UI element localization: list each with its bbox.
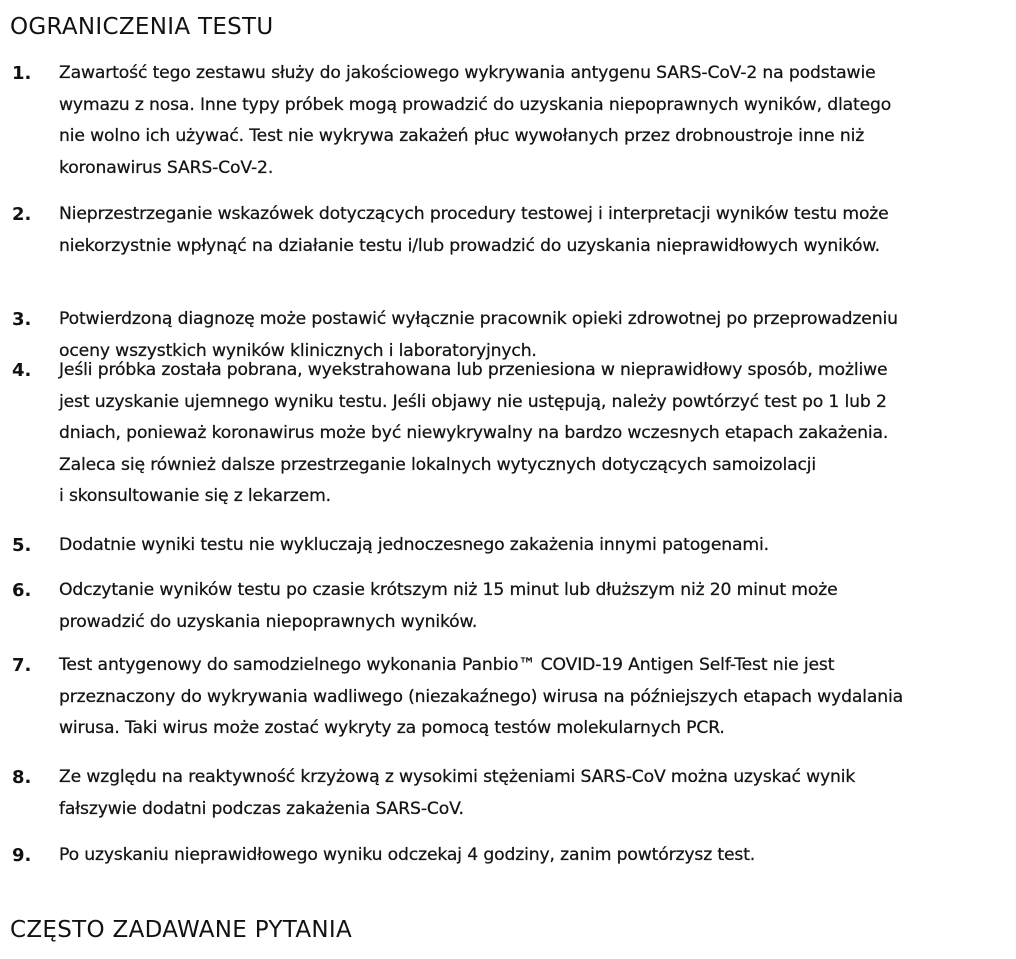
list-item-number: 4.: [12, 360, 32, 381]
list-item-text: [59, 355, 888, 513]
section-heading-test-limitations: OGRANICZENIA TESTU: [10, 14, 274, 40]
list-item-number: 8.: [12, 767, 32, 788]
list-item-text: [59, 762, 855, 825]
list-item-text: [59, 650, 903, 745]
list-item-number: 2.: [12, 204, 32, 225]
text-line: Nieprzestrzeganie wskazówek dotyczących procedury testowej i interpretacji wyników testu może: [59, 204, 889, 224]
text-line: jest uzyskanie ujemnego wyniku testu. Jeśli objawy nie ustępują, należy powtórzyć test po 1 lub 2: [59, 391, 887, 412]
text-line: niekorzystnie wpłynąć na działanie testu i/lub prowadzić do uzyskania nieprawidłowych wyników.: [59, 235, 880, 256]
list-item-number: 3.: [12, 309, 32, 330]
list-item-text: [59, 199, 889, 262]
text-line: prowadzić do uzyskania niepoprawnych wyników.: [59, 611, 478, 632]
text-line: wymazu z nosa. Inne typy próbek mogą prowadzić do uzyskania niepoprawnych wyników, dlatego: [59, 94, 892, 115]
text-line: Po uzyskaniu nieprawidłowego wyniku odczekaj 4 godziny, zanim powtórzysz test.: [59, 845, 756, 865]
list-item-number: 7.: [12, 655, 32, 676]
text-line: i skonsultowanie się z lekarzem.: [59, 486, 331, 506]
text-line: oceny wszystkich wyników klinicznych i laboratoryjnych.: [59, 340, 537, 361]
text-line: Test antygenowy do samodzielnego wykonania Panbio™ COVID-19 Antigen Self-Test nie jest: [59, 655, 835, 675]
text-line: Zawartość tego zestawu służy do jakościowego wykrywania antygenu SARS-CoV-2 na podstawie: [59, 63, 876, 83]
text-line: Dodatnie wyniki testu nie wykluczają jednoczesnego zakażenia innymi patogenami.: [59, 535, 769, 555]
list-item-number: 6.: [12, 580, 32, 601]
list-item-number: 5.: [12, 535, 32, 556]
text-line: dniach, ponieważ koronawirus może być niewykrywalny na bardzo wczesnych etapach zakażenia.: [59, 423, 889, 443]
list-item-text: [59, 575, 838, 638]
text-line: przeznaczony do wykrywania wadliwego (niezakaźnego) wirusa na późniejszych etapach wydalania: [59, 686, 903, 707]
text-line: fałszywie dodatni podczas zakażenia SARS-CoV.: [59, 798, 464, 819]
text-line: wirusa. Taki wirus może zostać wykryty za pomocą testów molekularnych PCR.: [59, 718, 725, 738]
text-line: Ze względu na reaktywność krzyżową z wysokimi stężeniami SARS-CoV można uzyskać wynik: [59, 767, 856, 787]
list-item-number: 9.: [12, 845, 32, 866]
text-line: Potwierdzoną diagnozę może postawić wyłącznie pracownik opieki zdrowotnej po przeprowadzeniu: [59, 309, 898, 329]
list-item-text: [59, 530, 769, 562]
text-line: nie wolno ich używać. Test nie wykrywa zakażeń płuc wywołanych przez drobnoustroje inne niż: [59, 126, 865, 146]
text-line: koronawirus SARS-CoV-2.: [59, 157, 274, 178]
text-line: Jeśli próbka została pobrana, wyekstrahowana lub przeniesiona w nieprawidłowy sposób, możliwe: [59, 360, 888, 380]
list-item-number: 1.: [12, 63, 32, 84]
section-heading-faq: CZĘSTO ZADAWANE PYTANIA: [10, 917, 352, 943]
text-line: Zaleca się również dalsze przestrzeganie lokalnych wytycznych dotyczących samoizolacji: [59, 454, 817, 475]
text-line: Odczytanie wyników testu po czasie krótszym niż 15 minut lub dłuższym niż 20 minut może: [59, 580, 838, 600]
list-item-text: [59, 840, 755, 872]
list-item-text: [59, 58, 891, 184]
